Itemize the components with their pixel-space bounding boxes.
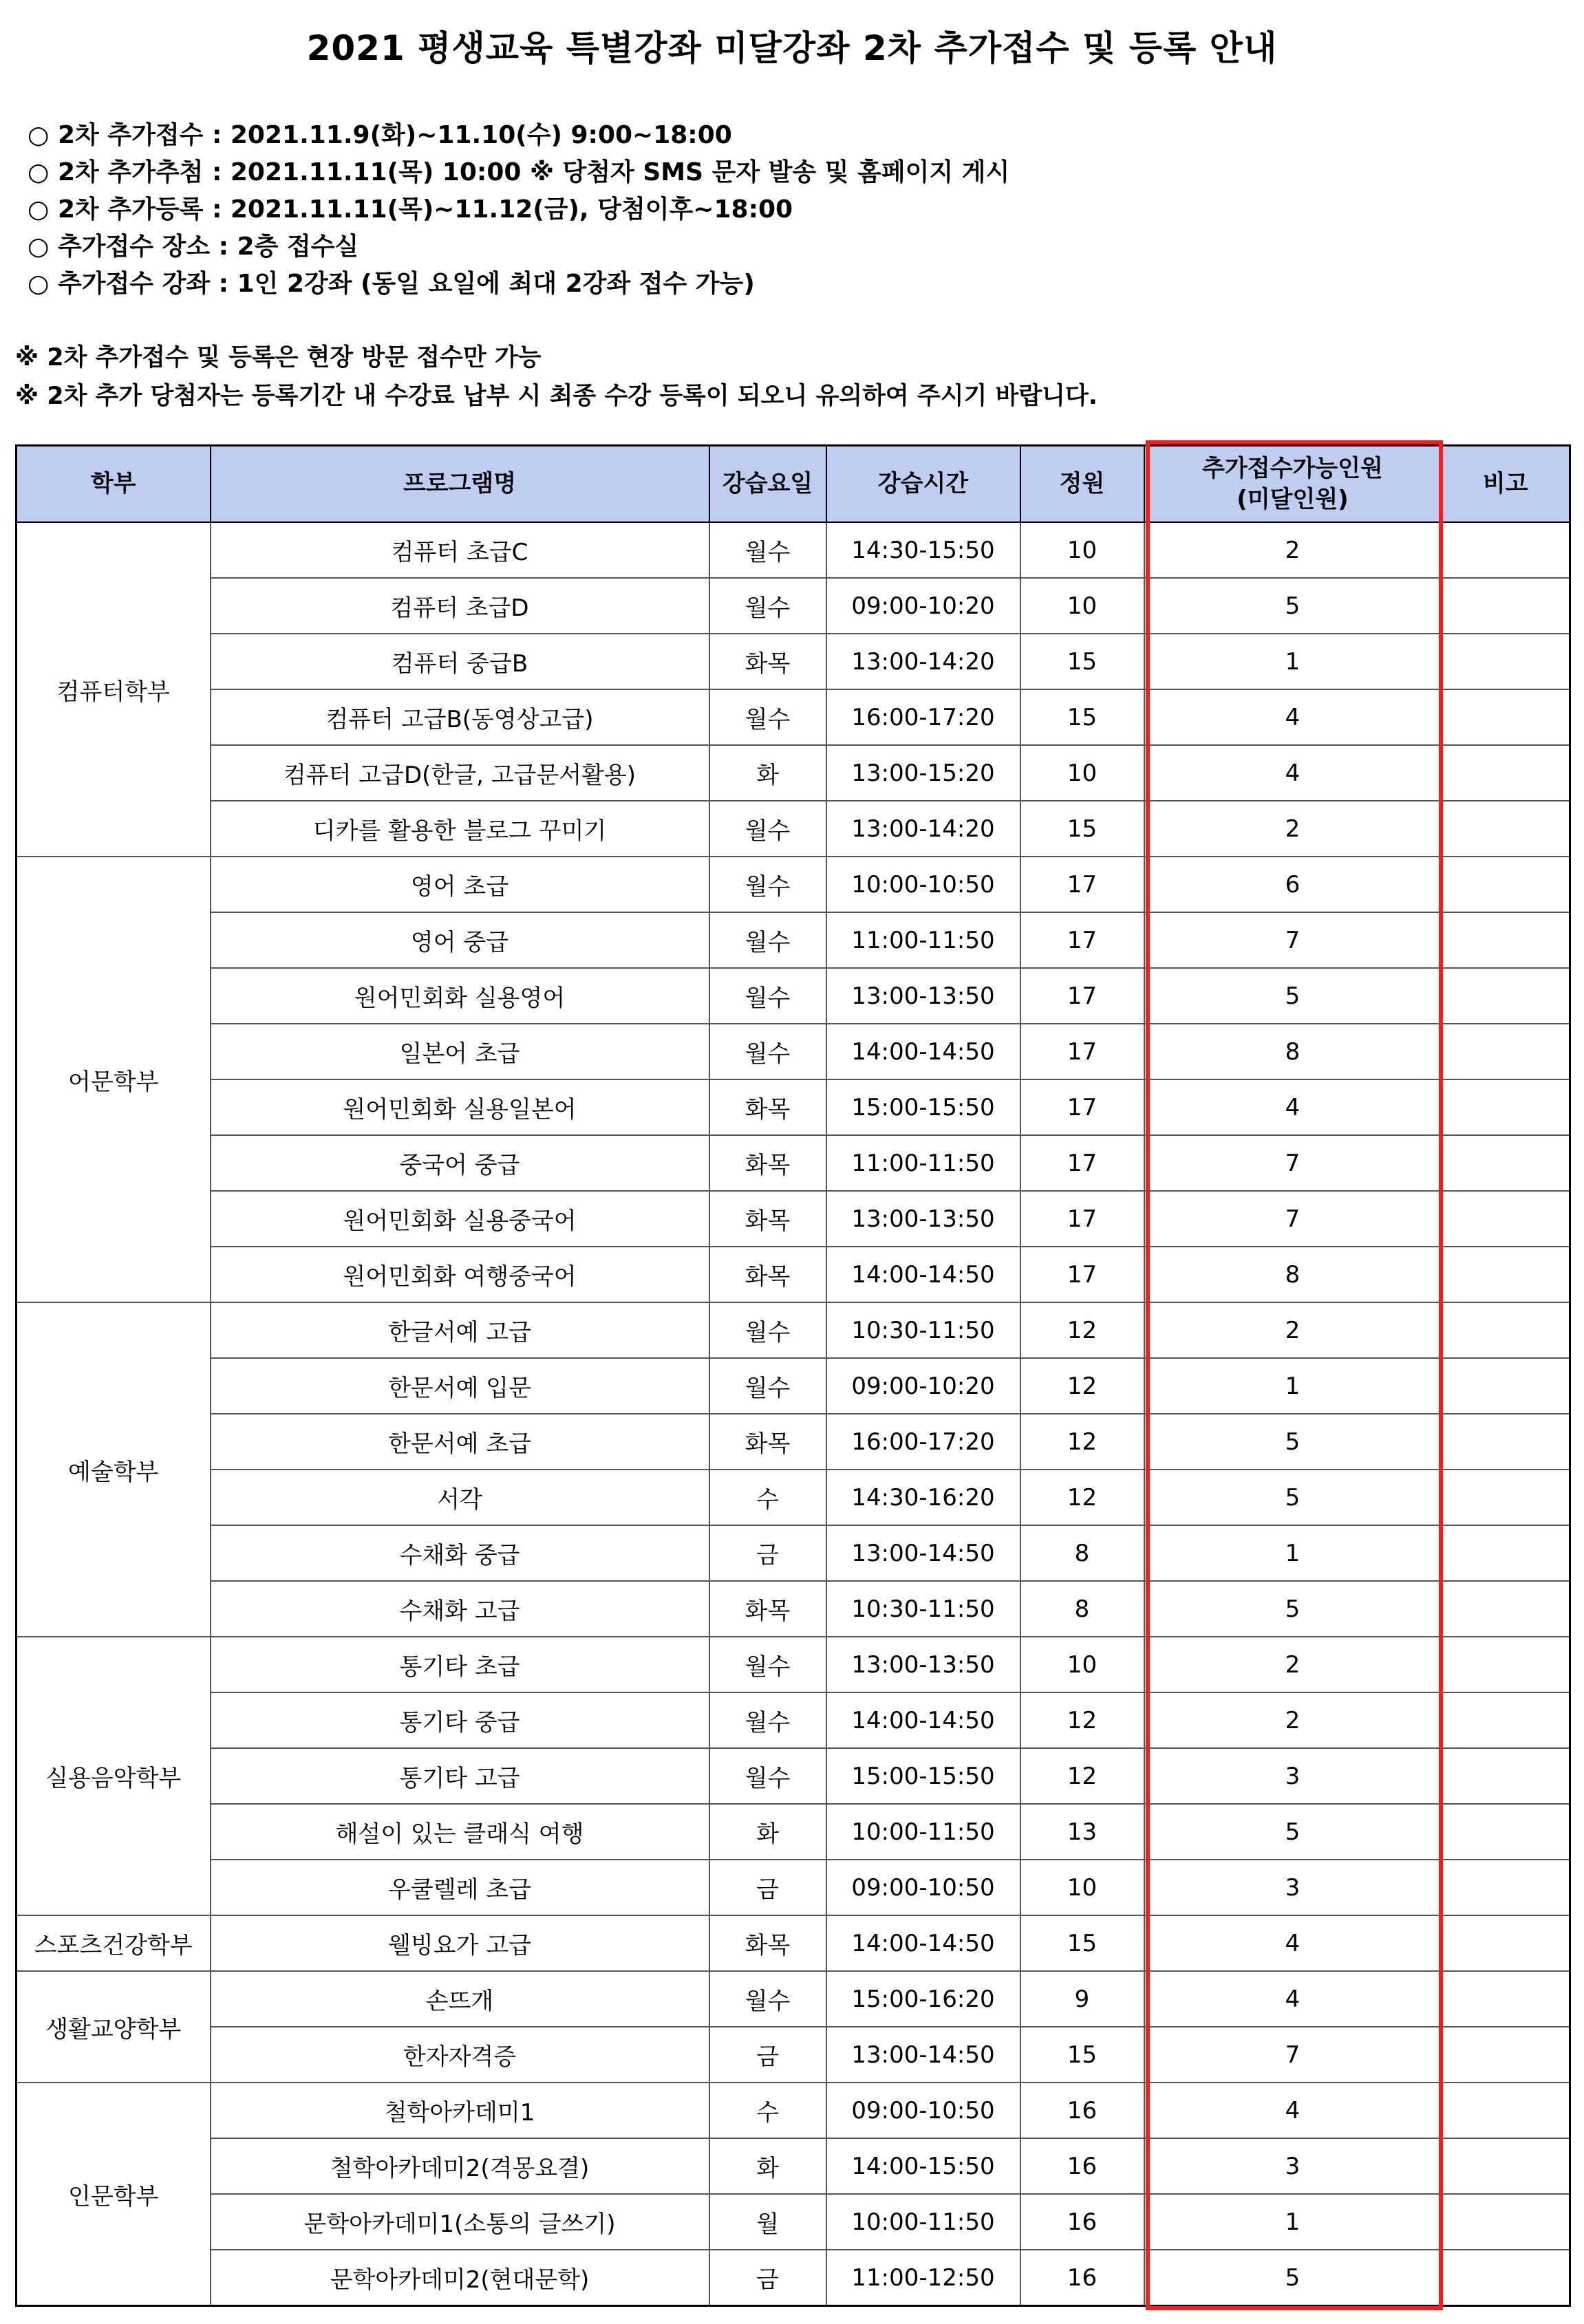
cell-day: 화 bbox=[709, 745, 826, 801]
cell-available: 7 bbox=[1144, 1191, 1442, 1247]
cell-day: 화목 bbox=[709, 634, 826, 689]
cell-remarks bbox=[1442, 2250, 1570, 2306]
header-available-subtitle: (미달인원) bbox=[1237, 485, 1349, 513]
info-section bbox=[28, 117, 1009, 303]
cell-day: 금 bbox=[709, 1525, 826, 1581]
cell-remarks bbox=[1442, 1358, 1570, 1414]
cell-time: 13:00-14:50 bbox=[826, 1525, 1020, 1581]
cell-day: 수 bbox=[709, 1470, 826, 1525]
cell-time: 14:30-16:20 bbox=[826, 1470, 1020, 1525]
cell-available: 3 bbox=[1144, 1860, 1442, 1915]
cell-available: 2 bbox=[1144, 1302, 1442, 1358]
cell-time: 14:30-15:50 bbox=[826, 522, 1020, 578]
cell-capacity: 15 bbox=[1020, 1915, 1144, 1971]
cell-day: 수 bbox=[709, 2083, 826, 2138]
cell-time: 16:00-17:20 bbox=[826, 1414, 1020, 1470]
cell-day: 월수 bbox=[709, 968, 826, 1024]
cell-time: 13:00-14:50 bbox=[826, 2027, 1020, 2083]
cell-program: 컴퓨터 고급B(동영상고급) bbox=[211, 689, 709, 745]
cell-capacity: 8 bbox=[1020, 1525, 1144, 1581]
note-payment-deadline: ※ 2차 추가 당첨자는 등록기간 내 수강료 납부 시 최종 수강 등록이 되오니 유의하여 주시기 바랍니다. bbox=[15, 383, 1098, 410]
cell-capacity: 12 bbox=[1020, 1414, 1144, 1470]
cell-available: 5 bbox=[1144, 1414, 1442, 1470]
cell-remarks bbox=[1442, 1191, 1570, 1247]
cell-remarks bbox=[1442, 2138, 1570, 2194]
cell-capacity: 10 bbox=[1020, 1860, 1144, 1915]
header-time: 강습시간 bbox=[826, 446, 1020, 523]
cell-program: 원어민회화 실용일본어 bbox=[211, 1079, 709, 1135]
cell-available: 8 bbox=[1144, 1024, 1442, 1079]
cell-capacity: 9 bbox=[1020, 1971, 1144, 2027]
cell-program: 한글서예 고급 bbox=[211, 1302, 709, 1358]
cell-time: 13:00-13:50 bbox=[826, 968, 1020, 1024]
cell-remarks bbox=[1442, 2194, 1570, 2250]
cell-capacity: 15 bbox=[1020, 634, 1144, 689]
cell-time: 09:00-10:50 bbox=[826, 2083, 1020, 2138]
cell-program: 컴퓨터 중급B bbox=[211, 634, 709, 689]
cell-available: 5 bbox=[1144, 1470, 1442, 1525]
cell-available: 1 bbox=[1144, 1525, 1442, 1581]
cell-capacity: 12 bbox=[1020, 1358, 1144, 1414]
header-remarks: 비고 bbox=[1442, 446, 1570, 523]
cell-time: 13:00-15:20 bbox=[826, 745, 1020, 801]
cell-available: 5 bbox=[1144, 968, 1442, 1024]
cell-remarks bbox=[1442, 968, 1570, 1024]
cell-capacity: 17 bbox=[1020, 857, 1144, 912]
cell-available: 3 bbox=[1144, 2138, 1442, 2194]
cell-program: 철학아카데미1 bbox=[211, 2083, 709, 2138]
cell-available: 1 bbox=[1144, 634, 1442, 689]
cell-available: 4 bbox=[1144, 2083, 1442, 2138]
cell-day: 화 bbox=[709, 2138, 826, 2194]
cell-available: 5 bbox=[1144, 1804, 1442, 1860]
cell-dept: 어문학부 bbox=[17, 857, 211, 1302]
notes-section bbox=[15, 338, 1098, 416]
cell-time: 16:00-17:20 bbox=[826, 689, 1020, 745]
cell-day: 월수 bbox=[709, 1358, 826, 1414]
cell-remarks bbox=[1442, 1748, 1570, 1804]
cell-time: 10:30-11:50 bbox=[826, 1581, 1020, 1637]
cell-day: 화목 bbox=[709, 1414, 826, 1470]
cell-remarks bbox=[1442, 2027, 1570, 2083]
cell-capacity: 16 bbox=[1020, 2083, 1144, 2138]
cell-capacity: 17 bbox=[1020, 912, 1144, 968]
cell-capacity: 16 bbox=[1020, 2194, 1144, 2250]
cell-day: 월수 bbox=[709, 1692, 826, 1748]
cell-remarks bbox=[1442, 1860, 1570, 1915]
cell-capacity: 13 bbox=[1020, 1804, 1144, 1860]
page-title: 2021 평생교육 특별강좌 미달강좌 2차 추가접수 및 등록 안내 bbox=[306, 28, 1278, 68]
info-line-course-limit: ○ 추가접수 강좌 : 1인 2강좌 (동일 요일에 최대 2강좌 접수 가능) bbox=[28, 270, 755, 298]
cell-day: 월 bbox=[709, 2194, 826, 2250]
cell-available: 4 bbox=[1144, 745, 1442, 801]
cell-day: 월수 bbox=[709, 1971, 826, 2027]
cell-dept: 인문학부 bbox=[17, 2083, 211, 2306]
cell-dept: 실용음악학부 bbox=[17, 1637, 211, 1915]
cell-available: 8 bbox=[1144, 1247, 1442, 1302]
cell-program: 통기타 초급 bbox=[211, 1637, 709, 1692]
cell-day: 금 bbox=[709, 1860, 826, 1915]
cell-day: 화목 bbox=[709, 1247, 826, 1302]
cell-available: 2 bbox=[1144, 1692, 1442, 1748]
cell-time: 09:00-10:20 bbox=[826, 1358, 1020, 1414]
cell-program: 디카를 활용한 블로그 꾸미기 bbox=[211, 801, 709, 857]
cell-program: 원어민회화 여행중국어 bbox=[211, 1247, 709, 1302]
cell-dept: 예술학부 bbox=[17, 1302, 211, 1637]
cell-program: 통기타 고급 bbox=[211, 1748, 709, 1804]
cell-time: 13:00-14:20 bbox=[826, 634, 1020, 689]
cell-day: 월수 bbox=[709, 689, 826, 745]
available-column-highlight bbox=[1146, 440, 1443, 2310]
cell-capacity: 10 bbox=[1020, 745, 1144, 801]
cell-capacity: 15 bbox=[1020, 801, 1144, 857]
cell-day: 화목 bbox=[709, 1915, 826, 1971]
cell-program: 수채화 중급 bbox=[211, 1525, 709, 1581]
cell-remarks bbox=[1442, 578, 1570, 634]
cell-program: 서각 bbox=[211, 1470, 709, 1525]
cell-program: 한문서예 입문 bbox=[211, 1358, 709, 1414]
cell-capacity: 12 bbox=[1020, 1748, 1144, 1804]
cell-time: 14:00-15:50 bbox=[826, 2138, 1020, 2194]
info-line-lottery: ○ 2차 추가추첨 : 2021.11.11(목) 10:00 ※ 당첨자 SMS 문자 발송 및 홈페이지 게시 bbox=[28, 158, 1010, 186]
cell-day: 화목 bbox=[709, 1079, 826, 1135]
note-onsite-only: ※ 2차 추가접수 및 등록은 현장 방문 접수만 가능 bbox=[15, 344, 542, 372]
cell-available: 7 bbox=[1144, 912, 1442, 968]
cell-remarks bbox=[1442, 1581, 1570, 1637]
cell-time: 10:00-10:50 bbox=[826, 857, 1020, 912]
cell-day: 월수 bbox=[709, 1302, 826, 1358]
cell-day: 월수 bbox=[709, 857, 826, 912]
cell-program: 중국어 중급 bbox=[211, 1135, 709, 1191]
header-dept: 학부 bbox=[17, 446, 211, 523]
cell-capacity: 10 bbox=[1020, 1637, 1144, 1692]
cell-remarks bbox=[1442, 1302, 1570, 1358]
cell-day: 월수 bbox=[709, 801, 826, 857]
cell-program: 손뜨개 bbox=[211, 1971, 709, 2027]
cell-remarks bbox=[1442, 745, 1570, 801]
cell-program: 일본어 초급 bbox=[211, 1024, 709, 1079]
cell-capacity: 8 bbox=[1020, 1581, 1144, 1637]
cell-day: 월수 bbox=[709, 912, 826, 968]
cell-time: 13:00-13:50 bbox=[826, 1191, 1020, 1247]
cell-program: 한문서예 초급 bbox=[211, 1414, 709, 1470]
cell-time: 15:00-15:50 bbox=[826, 1748, 1020, 1804]
cell-remarks bbox=[1442, 522, 1570, 578]
cell-remarks bbox=[1442, 1024, 1570, 1079]
cell-dept: 컴퓨터학부 bbox=[17, 522, 211, 857]
cell-remarks bbox=[1442, 1637, 1570, 1692]
cell-time: 11:00-12:50 bbox=[826, 2250, 1020, 2306]
cell-program: 원어민회화 실용중국어 bbox=[211, 1191, 709, 1247]
cell-program: 문학아카데미1(소통의 글쓰기) bbox=[211, 2194, 709, 2250]
cell-remarks bbox=[1442, 1971, 1570, 2027]
cell-available: 2 bbox=[1144, 522, 1442, 578]
cell-remarks bbox=[1442, 1135, 1570, 1191]
cell-program: 철학아카데미2(격몽요결) bbox=[211, 2138, 709, 2194]
cell-available: 4 bbox=[1144, 1079, 1442, 1135]
cell-remarks bbox=[1442, 1414, 1570, 1470]
cell-remarks bbox=[1442, 1525, 1570, 1581]
cell-program: 수채화 고급 bbox=[211, 1581, 709, 1637]
cell-available: 4 bbox=[1144, 1915, 1442, 1971]
cell-remarks bbox=[1442, 1470, 1570, 1525]
cell-time: 13:00-14:20 bbox=[826, 801, 1020, 857]
cell-capacity: 15 bbox=[1020, 689, 1144, 745]
cell-day: 월수 bbox=[709, 522, 826, 578]
cell-remarks bbox=[1442, 1079, 1570, 1135]
header-program: 프로그램명 bbox=[211, 446, 709, 523]
cell-program: 영어 중급 bbox=[211, 912, 709, 968]
cell-day: 금 bbox=[709, 2027, 826, 2083]
cell-available: 5 bbox=[1144, 578, 1442, 634]
cell-available: 6 bbox=[1144, 857, 1442, 912]
cell-capacity: 16 bbox=[1020, 2250, 1144, 2306]
cell-day: 월수 bbox=[709, 1024, 826, 1079]
cell-day: 화 bbox=[709, 1804, 826, 1860]
cell-time: 10:00-11:50 bbox=[826, 1804, 1020, 1860]
cell-available: 3 bbox=[1144, 1748, 1442, 1804]
cell-capacity: 12 bbox=[1020, 1302, 1144, 1358]
cell-time: 09:00-10:20 bbox=[826, 578, 1020, 634]
cell-remarks bbox=[1442, 912, 1570, 968]
cell-available: 1 bbox=[1144, 1358, 1442, 1414]
cell-available: 1 bbox=[1144, 2194, 1442, 2250]
cell-available: 4 bbox=[1144, 689, 1442, 745]
cell-capacity: 10 bbox=[1020, 578, 1144, 634]
cell-remarks bbox=[1442, 634, 1570, 689]
cell-time: 15:00-15:50 bbox=[826, 1079, 1020, 1135]
cell-available: 7 bbox=[1144, 2027, 1442, 2083]
cell-remarks bbox=[1442, 1804, 1570, 1860]
cell-time: 10:30-11:50 bbox=[826, 1302, 1020, 1358]
cell-program: 한자자격증 bbox=[211, 2027, 709, 2083]
cell-time: 11:00-11:50 bbox=[826, 912, 1020, 968]
cell-available: 7 bbox=[1144, 1135, 1442, 1191]
cell-available: 5 bbox=[1144, 1581, 1442, 1637]
cell-capacity: 10 bbox=[1020, 522, 1144, 578]
cell-time: 09:00-10:50 bbox=[826, 1860, 1020, 1915]
cell-day: 월수 bbox=[709, 578, 826, 634]
cell-time: 13:00-13:50 bbox=[826, 1637, 1020, 1692]
cell-program: 컴퓨터 초급D bbox=[211, 578, 709, 634]
header-capacity: 정원 bbox=[1020, 446, 1144, 523]
cell-program: 영어 초급 bbox=[211, 857, 709, 912]
cell-remarks bbox=[1442, 857, 1570, 912]
cell-capacity: 12 bbox=[1020, 1692, 1144, 1748]
cell-time: 14:00-14:50 bbox=[826, 1915, 1020, 1971]
cell-dept: 생활교양학부 bbox=[17, 1971, 211, 2083]
cell-time: 14:00-14:50 bbox=[826, 1247, 1020, 1302]
cell-time: 14:00-14:50 bbox=[826, 1692, 1020, 1748]
cell-remarks bbox=[1442, 1692, 1570, 1748]
cell-remarks bbox=[1442, 2083, 1570, 2138]
header-available-title: 추가접수가능인원 bbox=[1202, 455, 1383, 483]
cell-capacity: 17 bbox=[1020, 1135, 1144, 1191]
cell-capacity: 17 bbox=[1020, 968, 1144, 1024]
cell-day: 화목 bbox=[709, 1581, 826, 1637]
cell-program: 문학아카데미2(현대문학) bbox=[211, 2250, 709, 2306]
cell-program: 웰빙요가 고급 bbox=[211, 1915, 709, 1971]
cell-available: 4 bbox=[1144, 1971, 1442, 2027]
cell-time: 10:00-11:50 bbox=[826, 2194, 1020, 2250]
cell-program: 통기타 중급 bbox=[211, 1692, 709, 1748]
cell-capacity: 15 bbox=[1020, 2027, 1144, 2083]
header-day: 강습요일 bbox=[709, 446, 826, 523]
cell-available: 5 bbox=[1144, 2250, 1442, 2306]
cell-day: 화목 bbox=[709, 1135, 826, 1191]
cell-available: 2 bbox=[1144, 801, 1442, 857]
cell-capacity: 17 bbox=[1020, 1191, 1144, 1247]
cell-remarks bbox=[1442, 689, 1570, 745]
cell-remarks bbox=[1442, 801, 1570, 857]
cell-program: 우쿨렐레 초급 bbox=[211, 1860, 709, 1915]
cell-day: 금 bbox=[709, 2250, 826, 2306]
cell-available: 2 bbox=[1144, 1637, 1442, 1692]
cell-program: 해설이 있는 클래식 여행 bbox=[211, 1804, 709, 1860]
info-line-location: ○ 추가접수 장소 : 2층 접수실 bbox=[28, 233, 359, 261]
cell-capacity: 17 bbox=[1020, 1024, 1144, 1079]
cell-remarks bbox=[1442, 1247, 1570, 1302]
cell-capacity: 12 bbox=[1020, 1470, 1144, 1525]
cell-time: 14:00-14:50 bbox=[826, 1024, 1020, 1079]
cell-day: 화목 bbox=[709, 1191, 826, 1247]
cell-day: 월수 bbox=[709, 1637, 826, 1692]
cell-program: 컴퓨터 고급D(한글, 고급문서활용) bbox=[211, 745, 709, 801]
cell-capacity: 17 bbox=[1020, 1079, 1144, 1135]
cell-remarks bbox=[1442, 1915, 1570, 1971]
cell-program: 원어민회화 실용영어 bbox=[211, 968, 709, 1024]
cell-time: 15:00-16:20 bbox=[826, 1971, 1020, 2027]
cell-capacity: 16 bbox=[1020, 2138, 1144, 2194]
info-line-registration-period: ○ 2차 추가접수 : 2021.11.9(화)~11.10(수) 9:00~18:00 bbox=[28, 121, 732, 149]
cell-capacity: 17 bbox=[1020, 1247, 1144, 1302]
cell-program: 컴퓨터 초급C bbox=[211, 522, 709, 578]
cell-dept: 스포츠건강학부 bbox=[17, 1915, 211, 1971]
cell-day: 월수 bbox=[709, 1748, 826, 1804]
info-line-enrollment-period: ○ 2차 추가등록 : 2021.11.11(목)~11.12(금), 당첨이후~18:00 bbox=[28, 195, 793, 224]
cell-time: 11:00-11:50 bbox=[826, 1135, 1020, 1191]
